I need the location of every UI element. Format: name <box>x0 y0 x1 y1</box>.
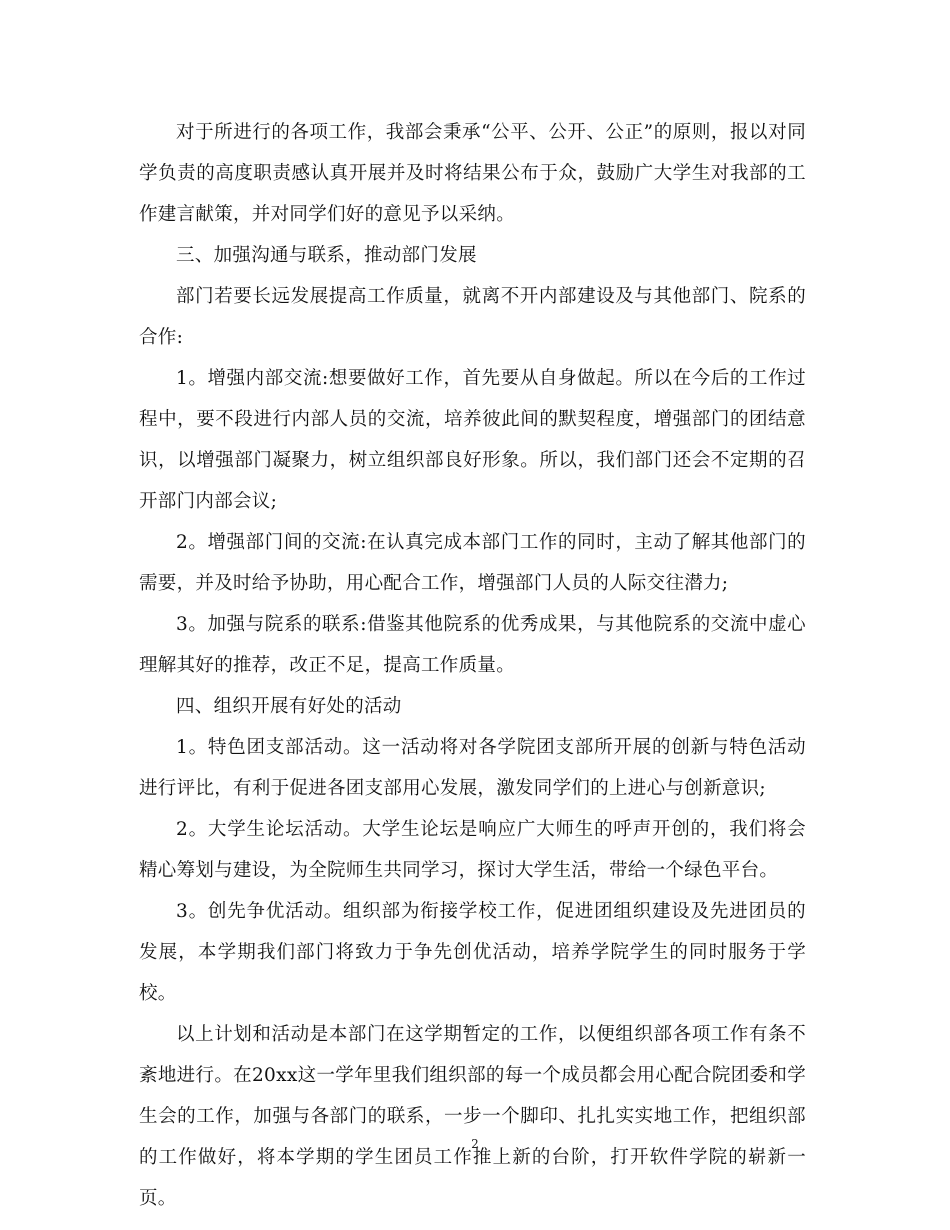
paragraph-intro: 对于所进行的各项工作，我部会秉承“公平、公开、公正”的原则，报以对同学负责的高度职责感认真开展并及时将结果公布于众，鼓励广大学生对我部的工作建言献策，并对同学们好的意见予以采纳。 <box>139 122 806 225</box>
list-item-internal-exchange: 1。增强内部交流:想要做好工作，首先要从自身做起。所以在今后的工作过程中，要不段进行内部人员的交流，培养彼此间的默契程度，增强部门的团结意识，以增强部门凝聚力，树立组织部良好形象。所以，我们部门还会不定期的召开部门内部会议; <box>139 368 806 512</box>
section-heading-communication: 三、加强沟通与联系，推动部门发展 <box>176 245 477 266</box>
document-body <box>139 112 806 1219</box>
paragraph-conclusion: 以上计划和活动是本部门在这学期暂定的工作，以便组织部各项工作有条不紊地进行。在20xx这一学年里我们组织部的每一个成员都会用心配合院团委和学生会的工作，加强与各部门的联系，一步一个脚印、扎扎实实地工作，把组织部的工作做好，将本学期的学生团员工作推上新的台阶，打开软件学院的崭新一页。 <box>139 1024 806 1209</box>
list-item-branch-activity: 1。特色团支部活动。这一活动将对各学院团支部所开展的创新与特色活动进行评比，有利于促进各团支部用心发展，激发同学们的上进心与创新意识; <box>139 737 806 799</box>
page-number: 2 <box>471 1137 479 1151</box>
list-item-college-contact: 3。加强与院系的联系:借鉴其他院系的优秀成果，与其他院系的交流中虚心理解其好的推荐，改正不足，提高工作质量。 <box>139 614 806 676</box>
list-item-forum-activity: 2。大学生论坛活动。大学生论坛是响应广大师生的呼声开创的，我们将会精心筹划与建设，为全院师生共同学习，探讨大学生活，带给一个绿色平台。 <box>139 819 806 881</box>
list-item-excellence-activity: 3。创先争优活动。组织部为衔接学校工作，促进团组织建设及先进团员的发展，本学期我们部门将致力于争先创优活动，培养学院学生的同时服务于学校。 <box>139 901 806 1004</box>
section-heading-activities: 四、组织开展有好处的活动 <box>176 696 402 717</box>
paragraph-cooperation: 部门若要长远发展提高工作质量，就离不开内部建设及与其他部门、院系的合作: <box>139 286 806 348</box>
list-item-interdepartment-exchange: 2。增强部门间的交流:在认真完成本部门工作的同时，主动了解其他部门的需要，并及时给予协助，用心配合工作，增强部门人员的人际交往潜力; <box>139 532 806 594</box>
